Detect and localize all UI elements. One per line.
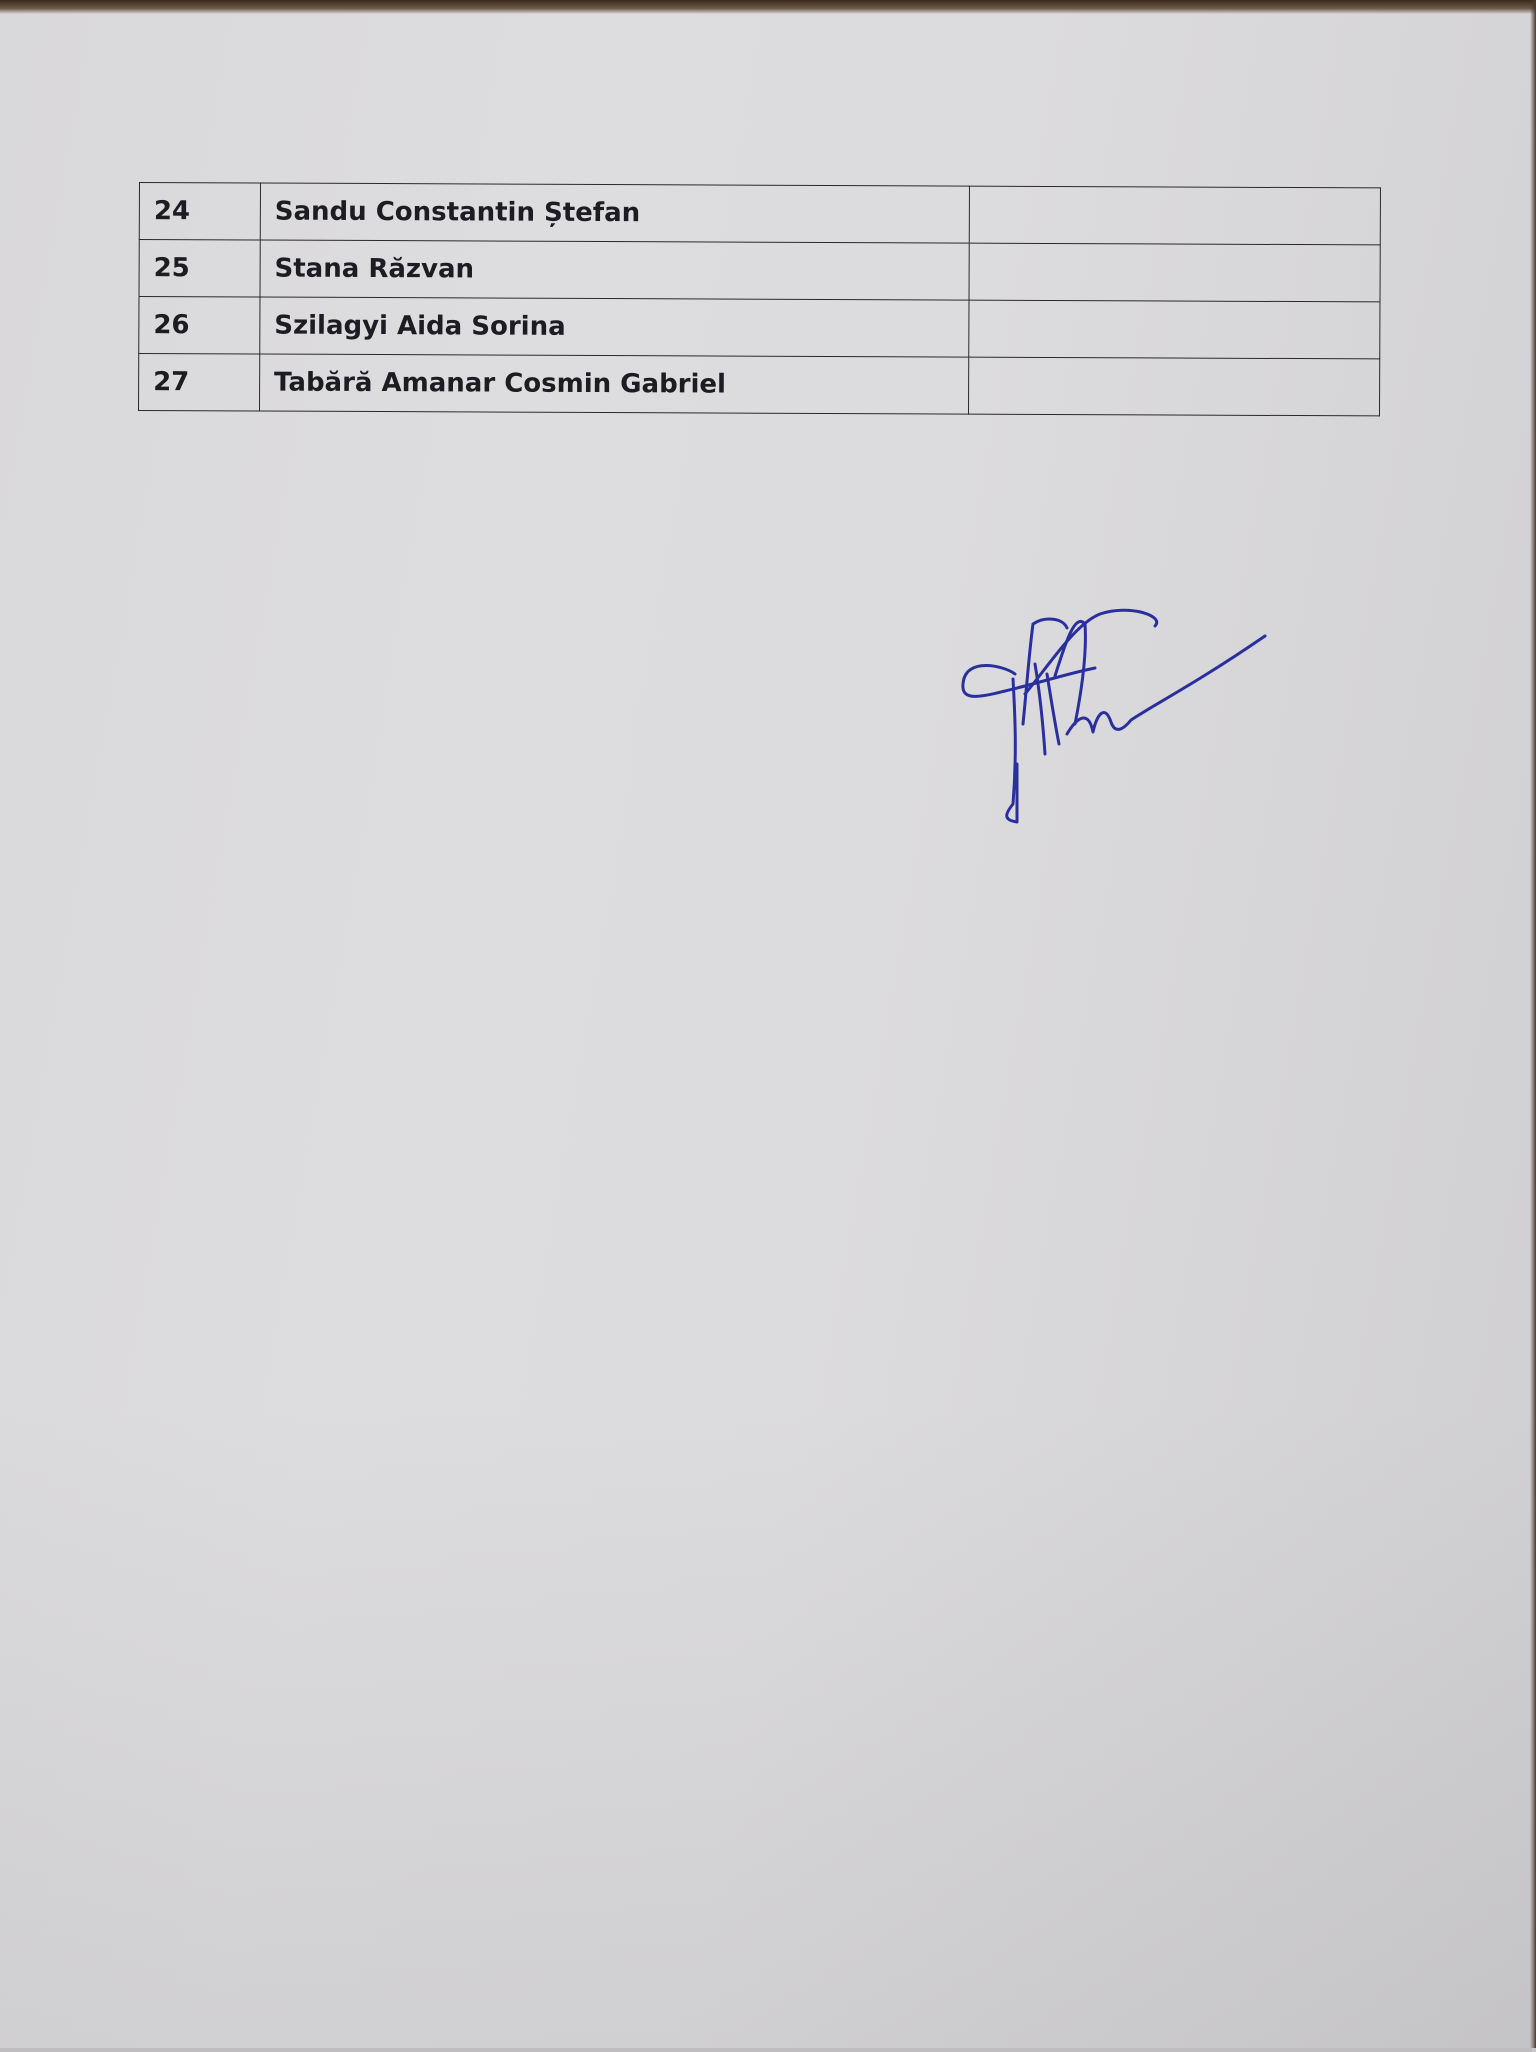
row-signature-cell [969, 300, 1380, 359]
table-row [139, 297, 1380, 359]
paper-sheet [0, 4, 1532, 2048]
row-signature-cell [969, 357, 1380, 416]
attendance-table [138, 182, 1381, 416]
table-row [139, 354, 1380, 416]
row-name: Tabără Amanar Cosmin Gabriel [259, 354, 969, 414]
photo-top-edge [0, 0, 1536, 14]
table-row [139, 183, 1380, 245]
row-number: 25 [139, 240, 260, 298]
paper-shading [0, 1404, 1532, 2052]
photo-right-edge [1530, 0, 1536, 2048]
row-signature-cell [969, 243, 1380, 302]
row-number: 24 [139, 183, 260, 241]
row-name: Sandu Constantin Ștefan [260, 183, 970, 243]
table-row [139, 240, 1380, 302]
row-number: 26 [139, 297, 260, 355]
handwritten-signature [955, 604, 1275, 834]
row-number: 27 [139, 354, 260, 412]
row-name: Stana Răzvan [260, 240, 970, 300]
row-name: Szilagyi Aida Sorina [260, 297, 970, 357]
row-signature-cell [970, 186, 1381, 245]
